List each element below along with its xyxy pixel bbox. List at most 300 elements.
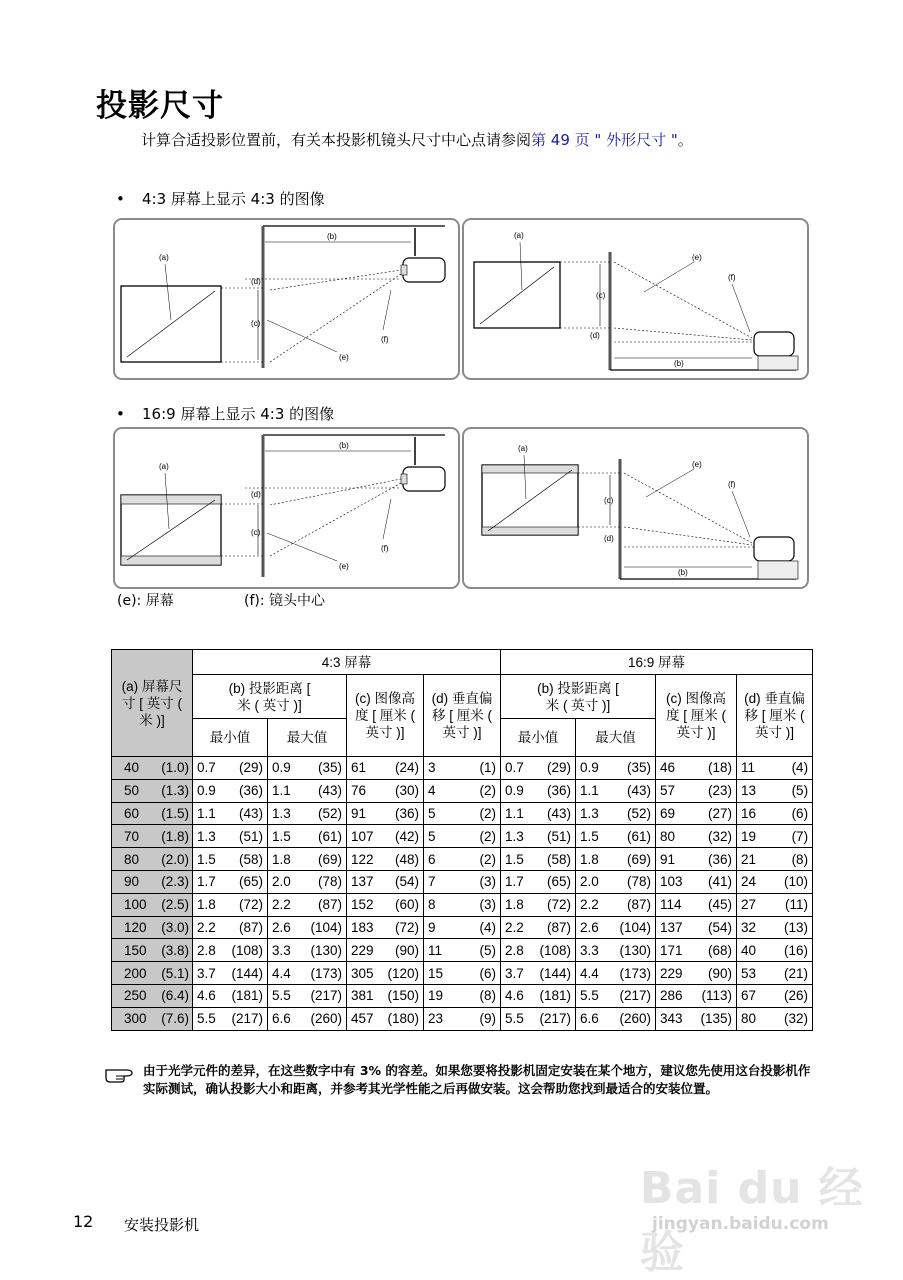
value-primary: 0.9 xyxy=(272,760,291,776)
size-meter: (2.3) xyxy=(161,874,189,890)
size-meter: (1.5) xyxy=(161,805,189,821)
value-secondary: (3) xyxy=(479,897,497,913)
value-primary: 1.5 xyxy=(505,851,524,867)
label-f: (f) xyxy=(728,480,736,489)
value-secondary: (65) xyxy=(238,874,263,890)
value-primary: 0.9 xyxy=(580,760,599,776)
label-a: (a) xyxy=(159,253,169,262)
value-secondary: (69) xyxy=(317,851,342,867)
value-cell xyxy=(656,779,737,802)
size-inch: 120 xyxy=(124,919,147,935)
projector-icon xyxy=(754,537,794,561)
value-primary: 1.7 xyxy=(505,874,524,890)
value-secondary: (8) xyxy=(479,988,497,1004)
intro-end: 。 xyxy=(677,131,693,149)
size-meter: (6.4) xyxy=(161,988,189,1004)
value-primary: 67 xyxy=(741,988,757,1004)
value-secondary: (61) xyxy=(627,828,652,844)
value-primary: 40 xyxy=(741,942,757,958)
value-primary: 229 xyxy=(660,965,683,981)
offset-header: (d) 垂直偏移 [ 厘米 ( 英寸 )] xyxy=(737,675,813,757)
min-header: 最小值 xyxy=(501,719,576,757)
value-cell xyxy=(576,757,656,780)
value-primary: 183 xyxy=(351,919,374,935)
size-inch: 50 xyxy=(124,783,140,799)
value-primary: 6 xyxy=(428,851,436,867)
min-header: 最小值 xyxy=(193,719,268,757)
value-secondary: (58) xyxy=(238,851,263,867)
value-cell xyxy=(268,1007,347,1030)
height-header: (c) 图像高度 [ 厘米 ( 英寸 )] xyxy=(656,675,737,757)
value-secondary: (4) xyxy=(791,760,809,776)
value-cell xyxy=(347,779,424,802)
value-primary: 76 xyxy=(351,783,367,799)
value-cell xyxy=(347,870,424,893)
value-secondary: (144) xyxy=(231,965,263,981)
label-d: (d) xyxy=(251,277,261,286)
label-d: (d) xyxy=(590,331,600,340)
size-inch: 150 xyxy=(124,942,147,958)
value-secondary: (90) xyxy=(708,965,733,981)
value-primary: 5 xyxy=(428,805,436,821)
value-primary: 15 xyxy=(428,965,444,981)
label-f: (f) xyxy=(381,335,389,344)
label-e: (e) xyxy=(692,460,702,469)
value-cell xyxy=(501,984,576,1007)
value-primary: 1.1 xyxy=(505,805,524,821)
projection-dimensions-table xyxy=(111,649,813,1031)
value-cell xyxy=(576,1007,656,1030)
value-secondary: (90) xyxy=(394,942,419,958)
distance-header: (b) 投影距离 [ 米 ( 英寸 )] xyxy=(193,675,347,719)
value-secondary: (78) xyxy=(627,874,652,890)
page-number: 12 xyxy=(73,1212,94,1231)
value-secondary: (5) xyxy=(479,942,497,958)
value-cell xyxy=(193,939,268,962)
value-cell xyxy=(576,939,656,962)
projector-icon xyxy=(754,332,794,356)
screen-size-cell xyxy=(112,825,193,848)
value-primary: 21 xyxy=(741,851,757,867)
value-cell xyxy=(501,757,576,780)
value-cell xyxy=(268,779,347,802)
size-meter: (7.6) xyxy=(161,1011,189,1027)
value-cell xyxy=(656,757,737,780)
value-primary: 4 xyxy=(428,783,436,799)
table-row xyxy=(112,939,813,962)
size-inch: 80 xyxy=(124,851,140,867)
value-secondary: (68) xyxy=(708,942,733,958)
value-cell xyxy=(576,893,656,916)
label-e: (e) xyxy=(692,253,702,262)
value-secondary: (1) xyxy=(479,760,497,776)
value-cell xyxy=(193,870,268,893)
value-cell xyxy=(268,893,347,916)
value-primary: 1.3 xyxy=(505,828,524,844)
screen-size-cell xyxy=(112,1007,193,1030)
value-secondary: (217) xyxy=(231,1011,263,1027)
value-primary: 137 xyxy=(351,874,374,890)
value-primary: 1.3 xyxy=(197,828,216,844)
label-d: (d) xyxy=(604,534,614,543)
value-primary: 1.8 xyxy=(197,897,216,913)
value-primary: 1.1 xyxy=(580,783,599,799)
size-inch: 40 xyxy=(124,760,140,776)
label-f: (f) xyxy=(728,273,736,282)
baidu-watermark-url: jingyan.baidu.com xyxy=(652,1214,829,1234)
value-cell xyxy=(656,802,737,825)
value-secondary: (135) xyxy=(700,1011,733,1027)
value-cell xyxy=(268,984,347,1007)
value-cell xyxy=(268,916,347,939)
value-primary: 46 xyxy=(660,760,676,776)
value-secondary: (108) xyxy=(539,942,572,958)
tolerance-note: 由于光学元件的差异，在这些数字中有 3% 的容差。如果您要将投影机固定安装在某个地方，建议您先使用这台投影机作实际测试，确认投影大小和距离，并参考其光学性能之后再做安装。这会帮助您找到最适合的安装位置。 xyxy=(143,1063,811,1096)
bullet-dot-icon: • xyxy=(116,405,125,423)
value-cell xyxy=(268,870,347,893)
value-cell xyxy=(737,779,813,802)
value-cell xyxy=(347,825,424,848)
baidu-watermark-logo: Bai du 经验 xyxy=(640,1163,864,1278)
size-inch: 250 xyxy=(124,988,147,1004)
value-secondary: (217) xyxy=(539,1011,572,1027)
value-secondary: (72) xyxy=(238,897,263,913)
value-secondary: (54) xyxy=(394,874,419,890)
value-cell xyxy=(737,825,813,848)
value-primary: 114 xyxy=(660,897,682,913)
value-secondary: (72) xyxy=(547,897,572,913)
value-secondary: (45) xyxy=(708,897,733,913)
value-secondary: (43) xyxy=(547,805,572,821)
value-cell xyxy=(193,848,268,871)
value-cell xyxy=(347,984,424,1007)
intro-text: 计算合适投影位置前，有关本投影机镜头尺寸中心点请参阅 xyxy=(141,131,532,149)
value-primary: 3.7 xyxy=(505,965,524,981)
value-primary: 53 xyxy=(741,965,757,981)
table-row xyxy=(112,825,813,848)
value-primary: 5.5 xyxy=(580,988,599,1004)
value-secondary: (130) xyxy=(619,942,652,958)
value-cell xyxy=(193,779,268,802)
distance-header: (b) 投影距离 [ 米 ( 英寸 )] xyxy=(501,675,656,719)
label-f: (f) xyxy=(381,544,389,553)
intro-paragraph xyxy=(141,129,693,150)
value-secondary: (4) xyxy=(479,919,497,935)
table-row xyxy=(112,848,813,871)
value-cell xyxy=(737,757,813,780)
group-header-16-9: 16:9 屏幕 xyxy=(501,650,813,675)
diagram-ceiling-4-3 xyxy=(113,218,460,380)
value-primary: 5.5 xyxy=(197,1011,216,1027)
value-secondary: (260) xyxy=(619,1011,652,1027)
value-secondary: (69) xyxy=(627,851,652,867)
value-secondary: (16) xyxy=(784,942,809,958)
value-primary: 27 xyxy=(741,897,757,913)
value-primary: 4.4 xyxy=(580,965,599,981)
screen-size-cell xyxy=(112,848,193,871)
value-cell xyxy=(501,802,576,825)
value-secondary: (43) xyxy=(627,783,652,799)
value-cell xyxy=(737,870,813,893)
value-cell xyxy=(424,939,501,962)
value-cell xyxy=(424,984,501,1007)
value-primary: 24 xyxy=(741,874,757,890)
value-cell xyxy=(424,757,501,780)
value-primary: 16 xyxy=(741,805,757,821)
value-cell xyxy=(656,893,737,916)
size-inch: 70 xyxy=(124,828,140,844)
value-cell xyxy=(576,802,656,825)
value-primary: 4.6 xyxy=(505,988,524,1004)
value-primary: 2.2 xyxy=(197,919,216,935)
value-secondary: (58) xyxy=(547,851,572,867)
diagram-floor-16-9 xyxy=(462,427,809,589)
value-cell xyxy=(193,1007,268,1030)
value-cell xyxy=(576,825,656,848)
diagram-ceiling-16-9 xyxy=(113,427,460,589)
value-secondary: (54) xyxy=(708,919,733,935)
value-cell xyxy=(424,1007,501,1030)
value-cell xyxy=(424,779,501,802)
value-secondary: (52) xyxy=(317,805,342,821)
value-secondary: (108) xyxy=(231,942,263,958)
value-cell xyxy=(193,893,268,916)
value-primary: 137 xyxy=(660,919,683,935)
size-meter: (1.3) xyxy=(161,783,189,799)
value-primary: 1.7 xyxy=(197,874,216,890)
value-cell xyxy=(656,984,737,1007)
value-secondary: (150) xyxy=(387,988,419,1004)
label-a: (a) xyxy=(518,444,528,453)
table-row xyxy=(112,870,813,893)
value-secondary: (104) xyxy=(619,919,652,935)
value-secondary: (35) xyxy=(317,760,342,776)
value-cell xyxy=(737,848,813,871)
bullet-label: 4:3 屏幕上显示 4:3 的图像 xyxy=(142,190,325,208)
label-e: (e) xyxy=(339,562,349,571)
value-secondary: (52) xyxy=(627,805,652,821)
offset-header: (d) 垂直偏移 [ 厘米 ( 英寸 )] xyxy=(424,675,501,757)
max-header: 最大值 xyxy=(576,719,656,757)
max-header: 最大值 xyxy=(268,719,347,757)
value-secondary: (180) xyxy=(387,1011,419,1027)
value-cell xyxy=(501,893,576,916)
size-meter: (3.0) xyxy=(161,919,189,935)
value-cell xyxy=(737,939,813,962)
value-primary: 69 xyxy=(660,805,676,821)
value-cell xyxy=(501,1007,576,1030)
outline-dimensions-link[interactable]: 第 49 页 " 外形尺寸 " xyxy=(531,131,678,149)
screen-size-cell xyxy=(112,779,193,802)
value-primary: 103 xyxy=(660,874,683,890)
value-cell xyxy=(656,825,737,848)
value-cell xyxy=(193,962,268,985)
value-cell xyxy=(193,802,268,825)
value-primary: 1.1 xyxy=(197,805,216,821)
value-primary: 11 xyxy=(741,760,756,776)
group-header-4-3: 4:3 屏幕 xyxy=(193,650,501,675)
value-cell xyxy=(424,916,501,939)
diagram-floor-4-3 xyxy=(462,218,809,380)
value-primary: 1.8 xyxy=(272,851,291,867)
value-secondary: (29) xyxy=(238,760,263,776)
table-row xyxy=(112,802,813,825)
value-cell xyxy=(347,893,424,916)
value-primary: 23 xyxy=(428,1011,444,1027)
value-secondary: (2) xyxy=(479,851,497,867)
bullet-label: 16:9 屏幕上显示 4:3 的图像 xyxy=(142,405,335,423)
label-d: (d) xyxy=(251,490,261,499)
value-primary: 152 xyxy=(351,897,374,913)
value-secondary: (43) xyxy=(317,783,342,799)
value-secondary: (6) xyxy=(479,965,497,981)
legend-screen: (e): 屏幕 xyxy=(117,593,174,609)
value-secondary: (8) xyxy=(791,851,809,867)
value-secondary: (61) xyxy=(317,828,342,844)
value-secondary: (51) xyxy=(547,828,572,844)
value-primary: 1.3 xyxy=(580,805,599,821)
label-b: (b) xyxy=(674,359,684,368)
value-primary: 3.3 xyxy=(272,942,291,958)
value-cell xyxy=(737,893,813,916)
table-row xyxy=(112,916,813,939)
label-c: (c) xyxy=(251,528,261,537)
screen-size-cell xyxy=(112,916,193,939)
value-secondary: (24) xyxy=(394,760,419,776)
value-primary: 1.5 xyxy=(197,851,216,867)
value-primary: 286 xyxy=(660,988,683,1004)
value-primary: 2.0 xyxy=(580,874,599,890)
value-cell xyxy=(501,939,576,962)
value-secondary: (36) xyxy=(547,783,572,799)
value-primary: 3.3 xyxy=(580,942,599,958)
value-primary: 91 xyxy=(660,851,676,867)
value-primary: 57 xyxy=(660,783,676,799)
value-primary: 4.4 xyxy=(272,965,291,981)
bullet-16-9-screen xyxy=(116,403,334,424)
value-cell xyxy=(737,962,813,985)
value-primary: 19 xyxy=(428,988,444,1004)
value-primary: 1.1 xyxy=(272,783,291,799)
value-secondary: (78) xyxy=(317,874,342,890)
value-cell xyxy=(656,962,737,985)
value-primary: 61 xyxy=(351,760,367,776)
value-primary: 0.9 xyxy=(505,783,524,799)
table-row xyxy=(112,893,813,916)
value-secondary: (217) xyxy=(310,988,342,1004)
value-cell xyxy=(193,757,268,780)
value-secondary: (173) xyxy=(619,965,652,981)
value-secondary: (23) xyxy=(708,783,733,799)
projector-icon xyxy=(403,258,445,282)
value-primary: 2.8 xyxy=(505,942,524,958)
value-primary: 1.8 xyxy=(505,897,524,913)
value-primary: 2.2 xyxy=(272,897,291,913)
value-cell xyxy=(737,1007,813,1030)
label-c: (c) xyxy=(604,496,614,505)
value-cell xyxy=(268,962,347,985)
label-c: (c) xyxy=(251,319,261,328)
value-secondary: (5) xyxy=(791,783,809,799)
value-secondary: (173) xyxy=(310,965,342,981)
value-primary: 3.7 xyxy=(197,965,216,981)
value-cell xyxy=(424,825,501,848)
value-primary: 1.5 xyxy=(580,828,599,844)
value-primary: 0.7 xyxy=(505,760,524,776)
value-secondary: (181) xyxy=(539,988,572,1004)
value-secondary: (32) xyxy=(784,1011,809,1027)
value-cell xyxy=(347,802,424,825)
value-primary: 1.5 xyxy=(272,828,291,844)
value-cell xyxy=(656,916,737,939)
value-secondary: (87) xyxy=(317,897,342,913)
value-secondary: (2) xyxy=(479,805,497,821)
value-cell xyxy=(268,802,347,825)
value-secondary: (41) xyxy=(708,874,733,890)
bullet-4-3-screen xyxy=(116,188,325,209)
note-hand-icon xyxy=(104,1064,138,1088)
value-primary: 7 xyxy=(428,874,436,890)
value-cell xyxy=(656,848,737,871)
value-cell xyxy=(737,984,813,1007)
size-inch: 200 xyxy=(124,965,147,981)
size-meter: (5.1) xyxy=(161,965,189,981)
value-cell xyxy=(656,1007,737,1030)
value-cell xyxy=(193,984,268,1007)
value-secondary: (104) xyxy=(310,919,342,935)
value-secondary: (29) xyxy=(547,760,572,776)
value-cell xyxy=(268,939,347,962)
label-a: (a) xyxy=(514,231,524,240)
value-cell xyxy=(501,870,576,893)
value-cell xyxy=(576,916,656,939)
value-secondary: (36) xyxy=(238,783,263,799)
value-cell xyxy=(656,870,737,893)
value-primary: 8 xyxy=(428,897,436,913)
label-b: (b) xyxy=(678,568,688,577)
value-secondary: (35) xyxy=(627,760,652,776)
value-secondary: (21) xyxy=(784,965,809,981)
value-secondary: (43) xyxy=(238,805,263,821)
screen-size-cell xyxy=(112,939,193,962)
value-cell xyxy=(501,962,576,985)
value-primary: 305 xyxy=(351,965,374,981)
size-inch: 100 xyxy=(124,897,147,913)
value-secondary: (27) xyxy=(708,805,733,821)
value-cell xyxy=(268,757,347,780)
value-cell xyxy=(268,825,347,848)
table-row xyxy=(112,779,813,802)
value-secondary: (260) xyxy=(310,1011,342,1027)
value-cell xyxy=(347,848,424,871)
label-e: (e) xyxy=(339,353,349,362)
value-cell xyxy=(424,962,501,985)
value-cell xyxy=(193,825,268,848)
size-meter: (2.0) xyxy=(161,851,189,867)
label-c: (c) xyxy=(596,291,606,300)
value-secondary: (2) xyxy=(479,828,497,844)
value-secondary: (2) xyxy=(479,783,497,799)
height-header: (c) 图像高度 [ 厘米 ( 英寸 )] xyxy=(347,675,424,757)
value-primary: 1.8 xyxy=(580,851,599,867)
value-cell xyxy=(576,984,656,1007)
value-secondary: (120) xyxy=(387,965,419,981)
value-primary: 4.6 xyxy=(197,988,216,1004)
value-secondary: (30) xyxy=(394,783,419,799)
value-cell xyxy=(347,962,424,985)
value-secondary: (36) xyxy=(708,851,733,867)
screen-size-cell xyxy=(112,757,193,780)
